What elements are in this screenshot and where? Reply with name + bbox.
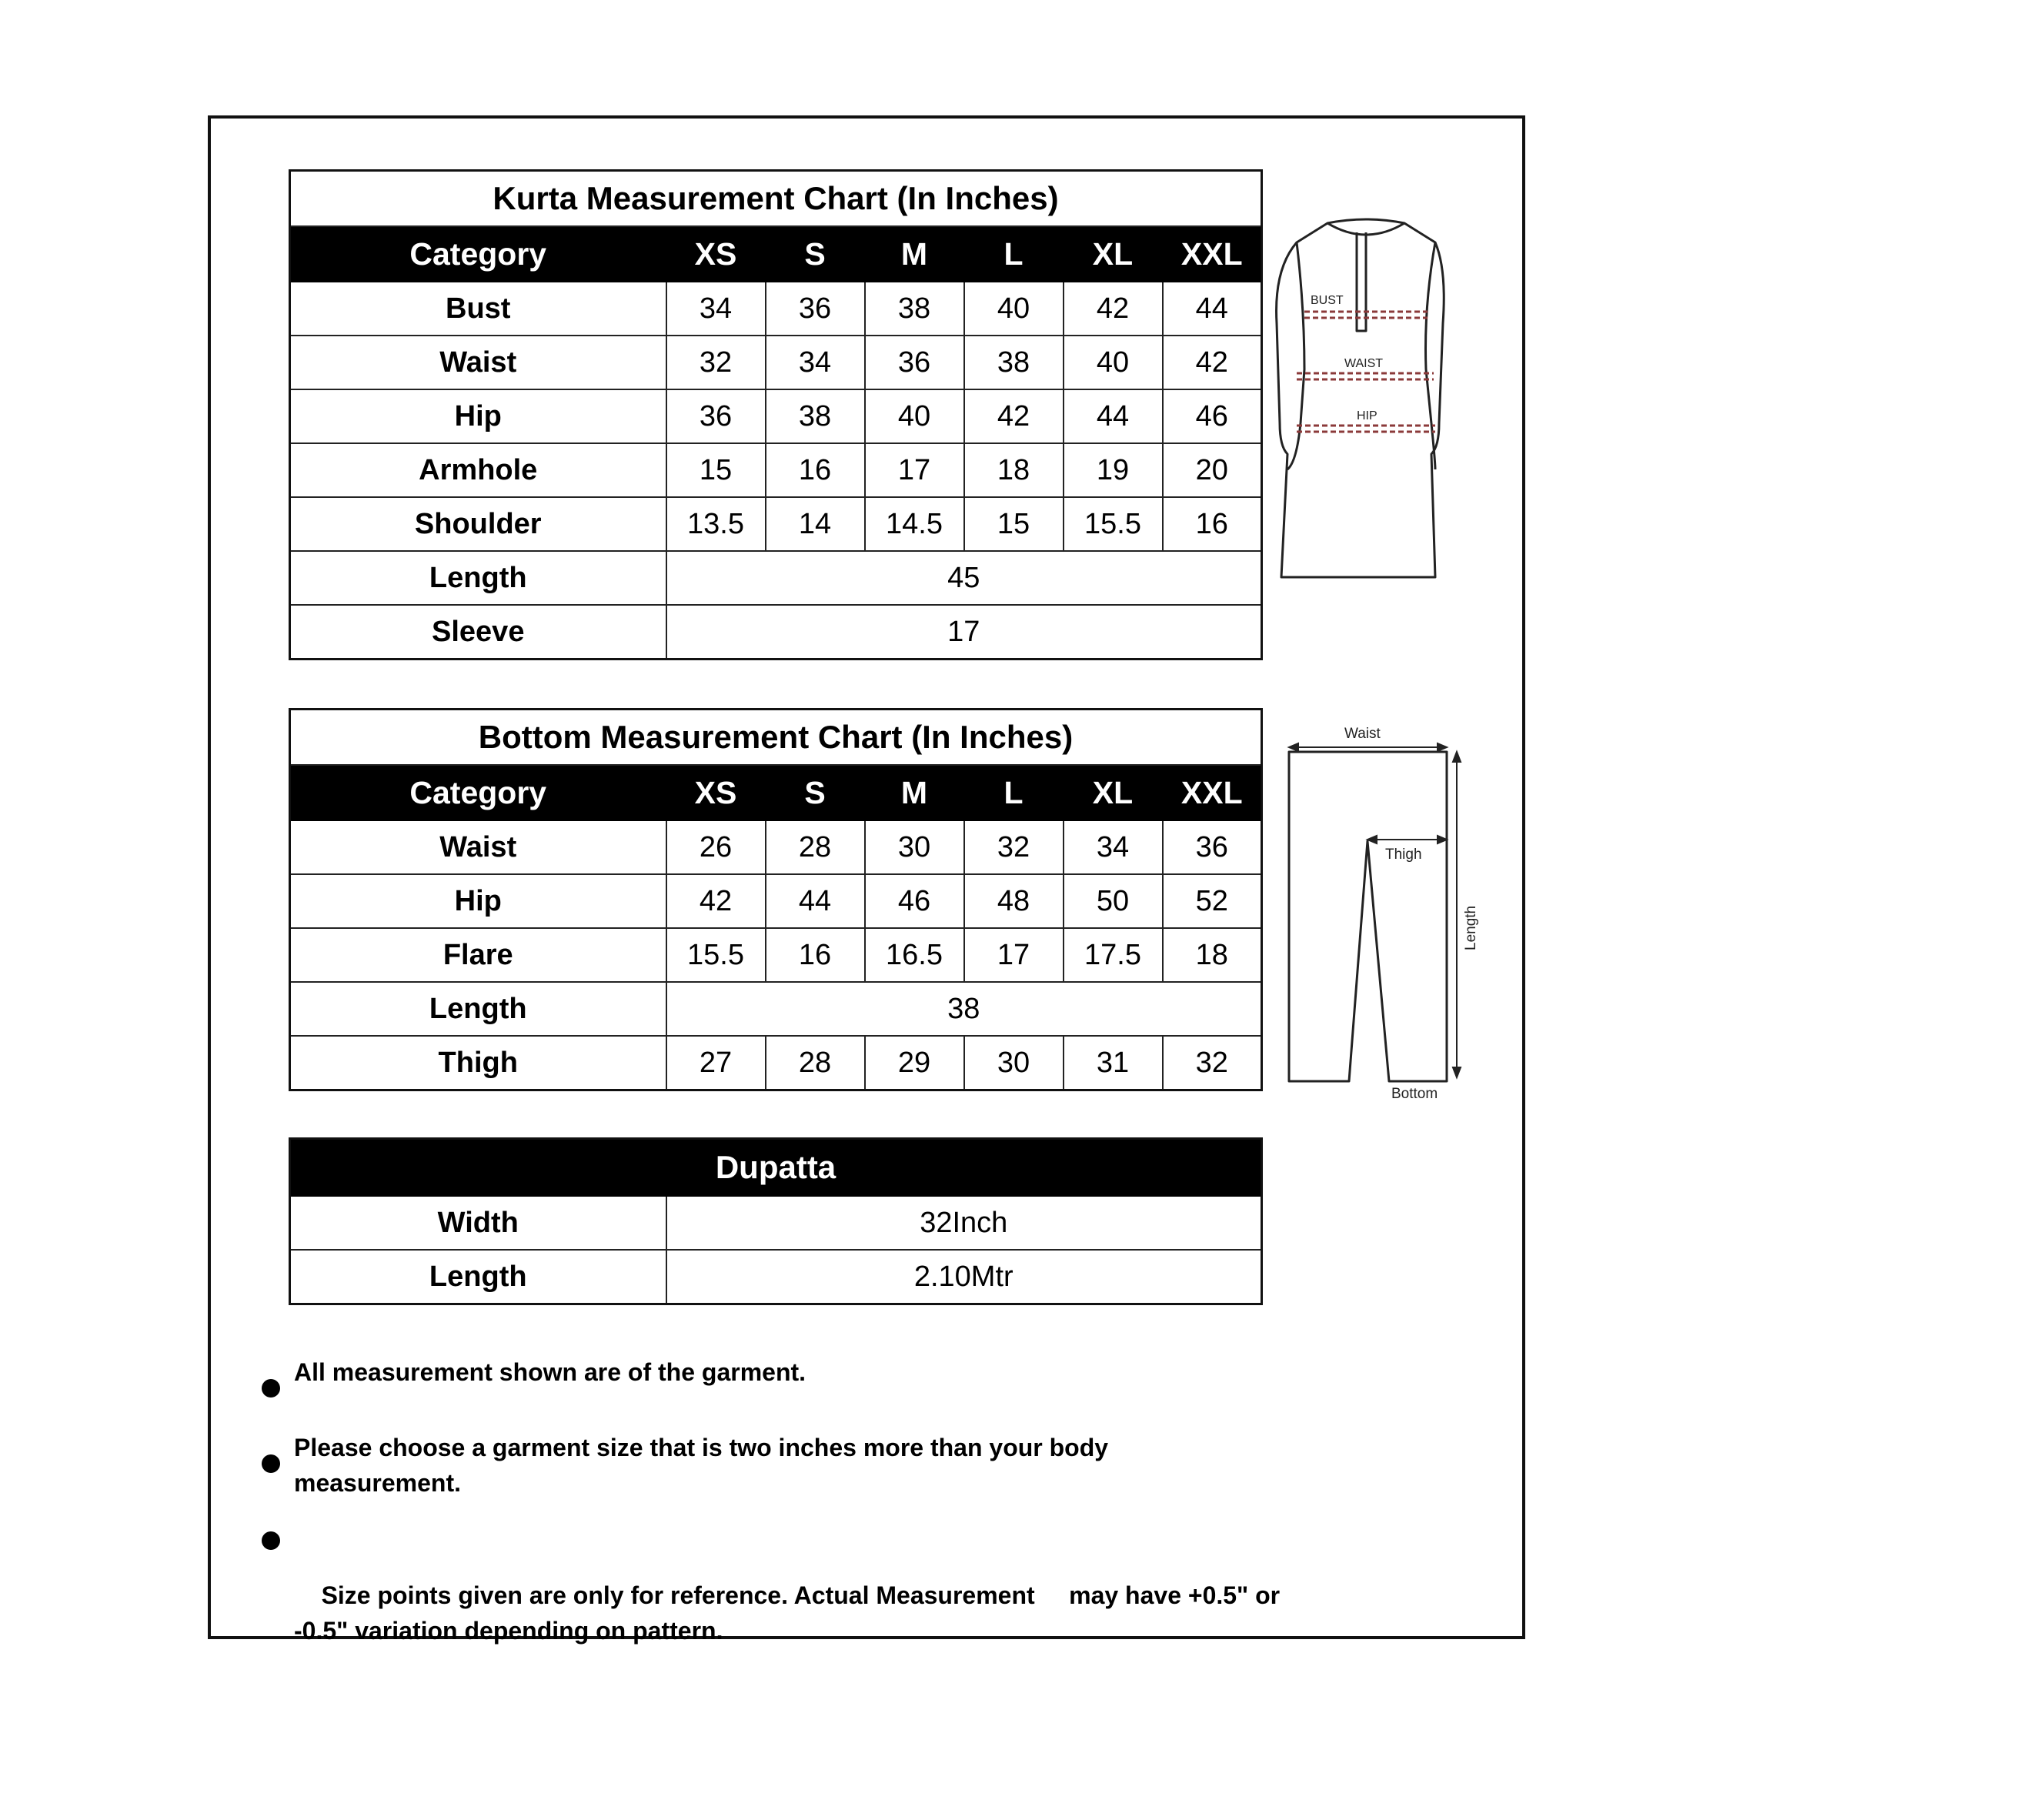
bottom-illustration — [1281, 720, 1489, 1104]
header-xxl: XXL — [1163, 765, 1262, 820]
row-label: Shoulder — [290, 497, 666, 551]
header-category: Category — [290, 226, 666, 282]
table-row — [290, 874, 1262, 928]
list-item — [262, 1354, 1262, 1390]
cell: 36 — [865, 336, 964, 389]
row-label: Length — [290, 982, 666, 1036]
cell: 29 — [865, 1036, 964, 1090]
cell: 15.5 — [666, 928, 766, 982]
cell: 42 — [666, 874, 766, 928]
cell: 28 — [766, 1036, 865, 1090]
row-label: Hip — [290, 874, 666, 928]
cell: 19 — [1064, 443, 1163, 497]
cell: 32 — [964, 820, 1064, 874]
merged-cell: 45 — [666, 551, 1262, 605]
cell: 38 — [865, 282, 964, 336]
cell: 16 — [766, 443, 865, 497]
table-row — [290, 389, 1262, 443]
cell: 32 — [666, 336, 766, 389]
cell: 30 — [865, 820, 964, 874]
row-label: Bust — [290, 282, 666, 336]
cell: 20 — [1163, 443, 1262, 497]
cell: 14.5 — [865, 497, 964, 551]
cell: 36 — [1163, 820, 1262, 874]
kurta-table-title: Kurta Measurement Chart (In Inches) — [290, 171, 1262, 227]
dupatta-table-title: Dupatta — [290, 1139, 1262, 1197]
row-label: Length — [290, 551, 666, 605]
note-text: Size points given are only for reference. Actual Measurement may have +0.5" or -0.5" variation depending on pattern. — [294, 1581, 1287, 1645]
cell: 36 — [666, 389, 766, 443]
table-row — [290, 551, 1262, 605]
cell: 26 — [666, 820, 766, 874]
merged-cell: 17 — [666, 605, 1262, 660]
cell: 16.5 — [865, 928, 964, 982]
cell: 34 — [666, 282, 766, 336]
cell: 32Inch — [666, 1196, 1262, 1250]
cell: 34 — [1064, 820, 1163, 874]
table-row — [290, 982, 1262, 1036]
table-row — [290, 928, 1262, 982]
cell: 15.5 — [1064, 497, 1163, 551]
cell: 31 — [1064, 1036, 1163, 1090]
cell: 15 — [964, 497, 1064, 551]
cell: 42 — [964, 389, 1064, 443]
cell: 44 — [1163, 282, 1262, 336]
cell: 40 — [865, 389, 964, 443]
cell: 17 — [865, 443, 964, 497]
cell: 17 — [964, 928, 1064, 982]
table-row — [290, 443, 1262, 497]
kurta-measurement-table — [289, 169, 1263, 660]
list-item — [262, 1507, 1294, 1684]
merged-cell: 38 — [666, 982, 1262, 1036]
figure-label-bottom: Bottom — [1391, 1086, 1438, 1102]
bullet-icon — [262, 1454, 280, 1473]
cell: 36 — [766, 282, 865, 336]
table-row — [290, 1250, 1262, 1304]
cell: 27 — [666, 1036, 766, 1090]
cell: 38 — [766, 389, 865, 443]
header-s: S — [766, 765, 865, 820]
row-label: Length — [290, 1250, 666, 1304]
row-label: Hip — [290, 389, 666, 443]
table-row — [290, 1196, 1262, 1250]
header-xl: XL — [1064, 765, 1163, 820]
list-item — [262, 1430, 1156, 1501]
note-text: Please choose a garment size that is two inches more than your body measurement. — [294, 1434, 1109, 1497]
row-label: Width — [290, 1196, 666, 1250]
table-row — [290, 282, 1262, 336]
row-label: Waist — [290, 336, 666, 389]
cell: 18 — [964, 443, 1064, 497]
cell: 15 — [666, 443, 766, 497]
cell: 44 — [1064, 389, 1163, 443]
kurta-illustration — [1274, 215, 1458, 585]
figure-label-hip: HIP — [1357, 409, 1377, 422]
header-xs: XS — [666, 226, 766, 282]
header-category: Category — [290, 765, 666, 820]
cell: 32 — [1163, 1036, 1262, 1090]
row-label: Sleeve — [290, 605, 666, 660]
figure-label-length: Length — [1463, 905, 1479, 950]
header-s: S — [766, 226, 865, 282]
cell: 38 — [964, 336, 1064, 389]
header-xxl: XXL — [1163, 226, 1262, 282]
bottom-measurement-table — [289, 708, 1263, 1091]
cell: 17.5 — [1064, 928, 1163, 982]
row-label: Thigh — [290, 1036, 666, 1090]
header-m: M — [865, 765, 964, 820]
cell: 44 — [766, 874, 865, 928]
cell: 46 — [865, 874, 964, 928]
figure-label-waist: Waist — [1344, 726, 1381, 742]
cell: 30 — [964, 1036, 1064, 1090]
table-row — [290, 336, 1262, 389]
cell: 13.5 — [666, 497, 766, 551]
bullet-icon — [262, 1531, 280, 1550]
bullet-icon — [262, 1379, 280, 1398]
figure-label-bust: BUST — [1311, 294, 1344, 307]
note-text: All measurement shown are of the garment. — [294, 1358, 806, 1386]
cell: 40 — [964, 282, 1064, 336]
row-label: Armhole — [290, 443, 666, 497]
bottom-table-title: Bottom Measurement Chart (In Inches) — [290, 710, 1262, 766]
header-m: M — [865, 226, 964, 282]
header-l: L — [964, 765, 1064, 820]
table-row — [290, 605, 1262, 660]
header-l: L — [964, 226, 1064, 282]
cell: 18 — [1163, 928, 1262, 982]
cell: 2.10Mtr — [666, 1250, 1262, 1304]
row-label: Waist — [290, 820, 666, 874]
cell: 34 — [766, 336, 865, 389]
cell: 46 — [1163, 389, 1262, 443]
figure-label-thigh: Thigh — [1385, 847, 1422, 863]
cell: 52 — [1163, 874, 1262, 928]
cell: 16 — [1163, 497, 1262, 551]
notes-list — [262, 1354, 1287, 1724]
cell: 16 — [766, 928, 865, 982]
table-row — [290, 1036, 1262, 1090]
header-xl: XL — [1064, 226, 1163, 282]
cell: 40 — [1064, 336, 1163, 389]
cell: 14 — [766, 497, 865, 551]
cell: 50 — [1064, 874, 1163, 928]
row-label: Flare — [290, 928, 666, 982]
cell: 28 — [766, 820, 865, 874]
header-xs: XS — [666, 765, 766, 820]
table-row — [290, 497, 1262, 551]
table-row — [290, 820, 1262, 874]
cell: 42 — [1064, 282, 1163, 336]
figure-label-waist: WAIST — [1344, 357, 1384, 370]
dupatta-table — [289, 1137, 1263, 1305]
cell: 48 — [964, 874, 1064, 928]
cell: 42 — [1163, 336, 1262, 389]
